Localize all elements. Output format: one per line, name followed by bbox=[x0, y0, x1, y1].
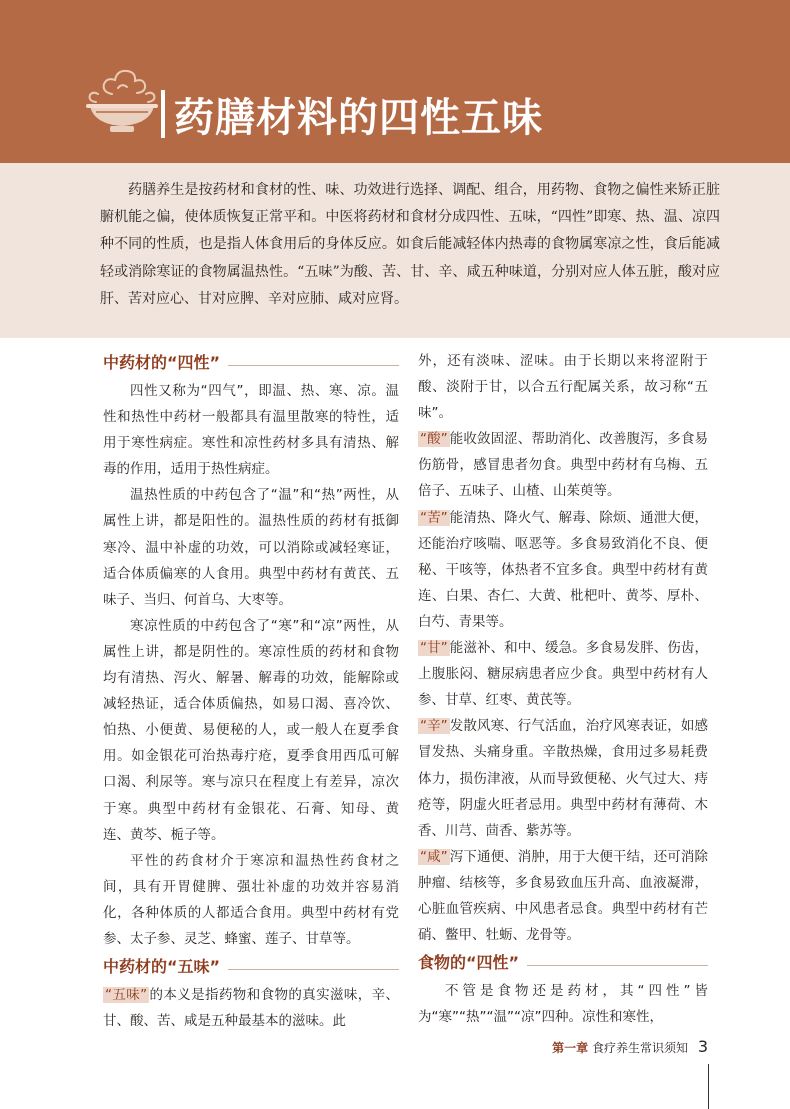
paragraph: 外，还有淡味、涩味。由于长期以来将涩附于酸、淡附于甘，以合五行配属关系，故习称“五味”。 bbox=[418, 353, 708, 422]
section-title: 中药材的“五味” bbox=[103, 957, 221, 977]
intro-paragraph: 药膳养生是按药材和食材的性、味、功效进行选择、调配、组合，用药物、食物之偏性来矫正脏腑机能之偏，使体质恢复正常平和。中医将药材和食材分成四性、五味，“四性”即寒、热、温、凉四种不同的性质，也是指人体食用后的身体反应。如食后能减轻体内热毒的食物属寒凉之性，食后能减轻或消除寒证的食物属温热性。“五味”为酸、苦、甘、辛、咸五种味道，分别对应人体五脏，酸对应肝、苦对应心、甘对应脾、辛对应肺、咸对应肾。 bbox=[100, 182, 720, 307]
flavor-paragraph bbox=[418, 426, 708, 504]
section-heading-four-nature bbox=[103, 348, 399, 378]
footer-rule bbox=[708, 1064, 709, 1109]
section-heading-five-flavor bbox=[103, 952, 399, 982]
flavor-paragraph bbox=[418, 713, 708, 843]
section-heading-food-nature bbox=[418, 948, 708, 978]
term-highlight: “辛” bbox=[420, 718, 448, 735]
term-highlight: “咸” bbox=[420, 848, 448, 865]
chapter-title: 食疗养生常识须知 bbox=[591, 1041, 688, 1055]
intro-panel bbox=[0, 163, 790, 338]
paragraph: 四性又称为“四气”，即温、热、寒、凉。温性和热性中药材一般都具有温里散寒的特性，适用于寒性病症。寒性和凉性药材多具有清热、解毒的作用，适用于热性病症。 bbox=[103, 383, 399, 478]
left-column bbox=[103, 348, 399, 1034]
heading-rule bbox=[228, 969, 399, 970]
paragraph: 寒凉性质的中药包含了“寒”和“凉”两性，从属性上讲，都是阴性的。寒凉性质的药材和食物均有清热、泻火、解暑、解毒的功效，能解除或减轻热证，适合体质偏热，如易口渴、喜冷饮、怕热、小便黄、易便秘的人，或一般人在夏季食用。如金银花可治热毒疔疮，夏季食用西瓜可解口渴、利尿等。寒与凉只在程度上有差异，凉次于寒。典型中药材有金银花、石膏、知母、黄连、黄芩、栀子等。 bbox=[103, 617, 399, 843]
paragraph: 温热性质的中药包含了“温”和“热”两性，从属性上讲，都是阳性的。温热性质的药材有抵御寒冷、温中补虚的功效，可以消除或减轻寒证，适合体质偏寒的人食用。典型中药材有黄芪、五味子、当归、何首乌、大枣等。 bbox=[103, 487, 399, 608]
flavor-paragraph bbox=[418, 635, 708, 713]
section-title: 食物的“四性” bbox=[418, 953, 520, 973]
paragraph: 平性的药食材介于寒凉和温热性药食材之间，具有开胃健脾、强壮补虚的功效并容易消化，各种体质的人都适合食用。典型中药材有党参、太子参、灵芝、蜂蜜、莲子、甘草等。 bbox=[103, 852, 399, 947]
flavor-paragraph bbox=[418, 844, 708, 948]
flavor-text: 发散风寒、行气活血，治疗风寒表证，如感冒发热、头痛身重。辛散热燥，食用过多易耗费体力，损伤津液，从而导致便秘、火气过大、痔疮等，阴虚火旺者忌用。典型中药材有薄荷、木香、川芎、茴香、紫苏等。 bbox=[418, 718, 708, 839]
chapter-label: 第一章 bbox=[552, 1041, 589, 1055]
page-header bbox=[0, 0, 790, 163]
paragraph-text: 的本义是指药物和食物的真实滋味，辛、甘、酸、苦、咸是五种最基本的滋味。此 bbox=[103, 987, 399, 1030]
page-number: 3 bbox=[697, 1037, 708, 1056]
paragraph bbox=[103, 982, 399, 1034]
flavor-text: 能滋补、和中、缓急。多食易发胖、伤齿，上腹胀闷、糖尿病患者应少食。典型中药材有人参、甘草、红枣、黄芪等。 bbox=[418, 640, 708, 709]
heading-rule bbox=[527, 965, 708, 966]
flavor-paragraph bbox=[418, 505, 708, 635]
title-divider bbox=[161, 90, 165, 138]
heading-rule bbox=[228, 365, 399, 366]
paragraph: 不管是食物还是药材，其“四性”皆为“寒”“热”“温”“凉”四种。凉性和寒性， bbox=[418, 983, 708, 1026]
term-highlight: “甘” bbox=[420, 640, 448, 657]
term-highlight: “五味” bbox=[105, 987, 148, 1004]
page-footer bbox=[552, 1037, 708, 1056]
term-highlight: “酸” bbox=[420, 431, 448, 448]
section-title: 中药材的“四性” bbox=[103, 352, 221, 372]
term-highlight: “苦” bbox=[420, 509, 448, 526]
flavor-text: 能收敛固涩、帮助消化、改善腹泻，多食易伤筋骨，感冒患者勿食。典型中药材有乌梅、五倍子、五味子、山楂、山茱萸等。 bbox=[418, 431, 708, 500]
auspicious-cloud-bowl-icon bbox=[82, 64, 162, 140]
page-title: 药膳材料的四性五味 bbox=[174, 94, 543, 141]
flavor-text: 泻下通便、消肿，用于大便干结，还可消除肿瘤、结核等，多食易致血压升高、血液凝滞，心脏血管疾病、中风患者忌食。典型中药材有芒硝、鳖甲、牡蛎、龙骨等。 bbox=[418, 848, 708, 944]
right-column bbox=[418, 348, 708, 1030]
flavor-text: 能清热、降火气、解毒、除烦、通泄大便，还能治疗咳喘、呕恶等。多食易致消化不良、便秘、干咳等，体热者不宜多食。典型中药材有黄连、白果、杏仁、大黄、枇杷叶、黄芩、厚朴、白芍、青果等。 bbox=[418, 509, 708, 630]
